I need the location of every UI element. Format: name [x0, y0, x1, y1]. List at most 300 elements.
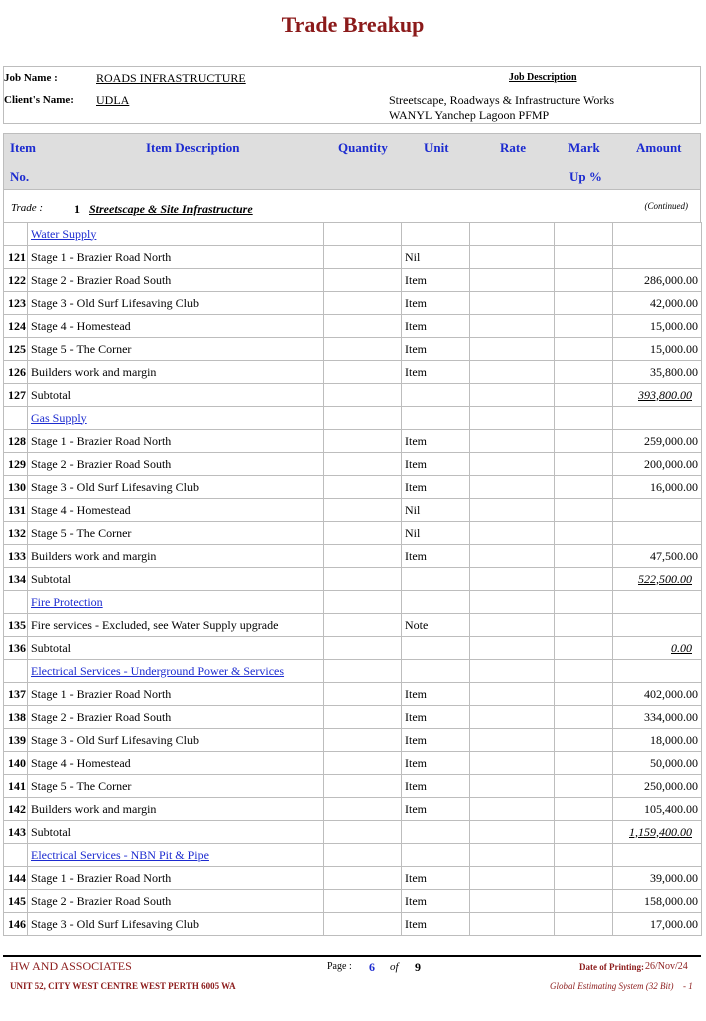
- trade-name: Streetscape & Site Infrastructure: [89, 202, 253, 216]
- item-number: [4, 637, 28, 660]
- item-markup: [555, 223, 613, 246]
- item-amount: [613, 752, 702, 775]
- item-rate: [470, 706, 555, 729]
- item-number: [4, 407, 28, 430]
- footer-total-pages: 9: [415, 960, 421, 974]
- item-description-text: Stage 1 - Brazier Road North: [31, 870, 172, 885]
- item-unit-text: Item: [405, 364, 427, 379]
- subtotal-row: [4, 568, 702, 591]
- item-unit-text: Item: [405, 870, 427, 885]
- item-amount: [613, 430, 702, 453]
- item-unit: [402, 798, 470, 821]
- item-description: [28, 407, 324, 430]
- item-amount: [613, 706, 702, 729]
- item-description-text: Builders work and margin: [31, 548, 157, 563]
- item-markup: [555, 246, 613, 269]
- job-name-label: Job Name :: [4, 72, 58, 84]
- item-rate: [470, 775, 555, 798]
- job-description-line1: Streetscape, Roadways & Infrastructure Works: [389, 93, 615, 107]
- item-unit: [402, 614, 470, 637]
- item-unit: [402, 269, 470, 292]
- item-description: [28, 223, 324, 246]
- job-description-label: Job Description: [509, 72, 577, 83]
- table-row: [4, 752, 702, 775]
- item-number-text: 139: [8, 732, 26, 747]
- item-amount: [613, 499, 702, 522]
- item-number: [4, 798, 28, 821]
- item-description-text: Stage 3 - Old Surf Lifesaving Club: [31, 732, 199, 747]
- item-markup: [555, 407, 613, 430]
- item-number: [4, 775, 28, 798]
- item-amount-text: 39,000.00: [650, 870, 698, 885]
- table-row: [4, 545, 702, 568]
- item-rate: [470, 338, 555, 361]
- item-unit-text: Item: [405, 433, 427, 448]
- item-number: [4, 453, 28, 476]
- item-number: [4, 752, 28, 775]
- item-number-text: 129: [8, 456, 26, 471]
- item-amount: [613, 453, 702, 476]
- item-description-text: Electrical Services - Underground Power & Services: [31, 663, 285, 678]
- item-amount-text: 16,000.00: [650, 479, 698, 494]
- item-number: [4, 361, 28, 384]
- item-rate: [470, 522, 555, 545]
- item-rate: [470, 545, 555, 568]
- item-quantity: [324, 246, 402, 269]
- item-number-text: 138: [8, 709, 26, 724]
- item-markup: [555, 338, 613, 361]
- client-name-label: Client's Name:: [4, 94, 74, 106]
- item-number-text: 122: [8, 272, 26, 287]
- item-markup: [555, 683, 613, 706]
- item-amount: [613, 798, 702, 821]
- item-description: [28, 430, 324, 453]
- section-row: [4, 223, 702, 246]
- item-number-text: 143: [8, 824, 26, 839]
- item-amount-text: 334,000.00: [644, 709, 698, 724]
- item-description-text: Stage 3 - Old Surf Lifesaving Club: [31, 295, 199, 310]
- header-markup: Up %: [569, 169, 602, 184]
- item-rate: [470, 637, 555, 660]
- footer-company: HW AND ASSOCIATES: [10, 959, 132, 973]
- item-unit: [402, 361, 470, 384]
- item-description: [28, 683, 324, 706]
- item-quantity: [324, 706, 402, 729]
- item-number: [4, 706, 28, 729]
- item-description: [28, 476, 324, 499]
- item-quantity: [324, 752, 402, 775]
- item-unit: [402, 522, 470, 545]
- header-rate: Rate: [500, 140, 526, 155]
- item-amount: [613, 729, 702, 752]
- item-number-text: 144: [8, 870, 26, 885]
- item-markup: [555, 292, 613, 315]
- item-quantity: [324, 499, 402, 522]
- item-description-text: Builders work and margin: [31, 801, 157, 816]
- item-description-text: Builders work and margin: [31, 364, 157, 379]
- item-number: [4, 338, 28, 361]
- item-unit-text: Item: [405, 479, 427, 494]
- item-markup: [555, 614, 613, 637]
- item-description-text: Stage 2 - Brazier Road South: [31, 272, 172, 287]
- item-amount: [613, 913, 702, 936]
- item-amount: [613, 338, 702, 361]
- item-number-text: 146: [8, 916, 26, 931]
- item-number-text: 145: [8, 893, 26, 908]
- job-info-box: [3, 66, 701, 124]
- item-number: [4, 315, 28, 338]
- item-quantity: [324, 522, 402, 545]
- item-markup: [555, 430, 613, 453]
- item-number: [4, 913, 28, 936]
- item-markup: [555, 660, 613, 683]
- item-markup: [555, 890, 613, 913]
- item-unit: [402, 315, 470, 338]
- item-amount-text: 286,000.00: [644, 272, 698, 287]
- item-unit-text: Item: [405, 755, 427, 770]
- item-unit-text: Item: [405, 341, 427, 356]
- item-unit: [402, 545, 470, 568]
- item-description-text: Water Supply: [31, 226, 97, 241]
- item-amount: [613, 591, 702, 614]
- table-row: [4, 269, 702, 292]
- item-quantity: [324, 453, 402, 476]
- item-number-text: 142: [8, 801, 26, 816]
- header-amount: Amount: [636, 140, 682, 155]
- item-description: [28, 729, 324, 752]
- item-description: [28, 867, 324, 890]
- item-description: [28, 775, 324, 798]
- item-description: [28, 660, 324, 683]
- item-unit-text: Item: [405, 686, 427, 701]
- footer-system: Global Estimating System (32 Bit): [550, 981, 674, 991]
- item-number: [4, 660, 28, 683]
- item-number: [4, 223, 28, 246]
- item-number-text: 123: [8, 295, 26, 310]
- job-name-value: ROADS INFRASTRUCTURE: [96, 71, 246, 85]
- item-rate: [470, 867, 555, 890]
- footer-of-label: of: [390, 961, 399, 973]
- item-unit-text: Nil: [405, 249, 421, 264]
- item-description-text: Fire Protection: [31, 594, 103, 609]
- item-unit: [402, 821, 470, 844]
- item-number-text: 131: [8, 502, 26, 517]
- item-description-text: Stage 2 - Brazier Road South: [31, 709, 172, 724]
- item-quantity: [324, 384, 402, 407]
- item-amount: [613, 683, 702, 706]
- item-amount: [613, 775, 702, 798]
- item-quantity: [324, 683, 402, 706]
- item-rate: [470, 499, 555, 522]
- table-row: [4, 775, 702, 798]
- footer-address: UNIT 52, CITY WEST CENTRE WEST PERTH 6005 WA: [10, 981, 236, 991]
- item-unit-text: Item: [405, 318, 427, 333]
- item-rate: [470, 568, 555, 591]
- item-quantity: [324, 614, 402, 637]
- header-item: Item: [10, 140, 36, 155]
- item-unit: [402, 499, 470, 522]
- item-number: [4, 384, 28, 407]
- item-description-text: Stage 5 - The Corner: [31, 525, 132, 540]
- item-markup: [555, 545, 613, 568]
- item-number-text: 132: [8, 525, 26, 540]
- job-description-line2: WANYL Yanchep Lagoon PFMP: [389, 108, 550, 122]
- subtotal-row: [4, 637, 702, 660]
- item-number-text: 135: [8, 617, 26, 632]
- table-row: [4, 292, 702, 315]
- item-rate: [470, 269, 555, 292]
- item-unit: [402, 637, 470, 660]
- item-amount-text: 393,800.00: [638, 387, 692, 402]
- item-quantity: [324, 292, 402, 315]
- item-amount-text: 15,000.00: [650, 341, 698, 356]
- section-row: [4, 660, 702, 683]
- trade-continued: (Continued): [644, 201, 688, 211]
- item-unit: [402, 729, 470, 752]
- item-markup: [555, 637, 613, 660]
- header-unit: Unit: [424, 140, 449, 155]
- item-unit: [402, 407, 470, 430]
- item-number: [4, 729, 28, 752]
- item-number: [4, 683, 28, 706]
- item-description-text: Stage 1 - Brazier Road North: [31, 686, 172, 701]
- item-rate: [470, 430, 555, 453]
- item-description-text: Subtotal: [31, 824, 72, 839]
- item-rate: [470, 890, 555, 913]
- item-number: [4, 430, 28, 453]
- item-amount: [613, 292, 702, 315]
- table-row: [4, 706, 702, 729]
- item-number-text: 130: [8, 479, 26, 494]
- item-markup: [555, 499, 613, 522]
- item-markup: [555, 775, 613, 798]
- item-unit: [402, 752, 470, 775]
- item-description: [28, 591, 324, 614]
- item-number-text: 127: [8, 387, 26, 402]
- item-number: [4, 246, 28, 269]
- item-unit: [402, 453, 470, 476]
- item-number-text: 141: [8, 778, 26, 793]
- item-amount-text: 158,000.00: [644, 893, 698, 908]
- table-row: [4, 453, 702, 476]
- item-quantity: [324, 798, 402, 821]
- table-header: [3, 133, 701, 190]
- item-unit-text: Item: [405, 295, 427, 310]
- item-markup: [555, 361, 613, 384]
- item-quantity: [324, 269, 402, 292]
- header-no: No.: [10, 169, 30, 184]
- item-description-text: Stage 5 - The Corner: [31, 341, 132, 356]
- item-description: [28, 545, 324, 568]
- item-amount: [613, 660, 702, 683]
- item-description: [28, 614, 324, 637]
- item-unit-text: Item: [405, 916, 427, 931]
- item-amount-text: 50,000.00: [650, 755, 698, 770]
- item-amount: [613, 522, 702, 545]
- item-number-text: 134: [8, 571, 26, 586]
- item-description: [28, 384, 324, 407]
- item-amount: [613, 890, 702, 913]
- page-title: Trade Breakup: [281, 12, 425, 37]
- table-row: [4, 430, 702, 453]
- item-rate: [470, 361, 555, 384]
- item-number: [4, 292, 28, 315]
- item-number: [4, 476, 28, 499]
- item-quantity: [324, 729, 402, 752]
- item-amount-text: 18,000.00: [650, 732, 698, 747]
- trade-label: Trade :: [11, 202, 44, 214]
- items-table: [3, 222, 702, 936]
- item-markup: [555, 522, 613, 545]
- item-rate: [470, 407, 555, 430]
- table-row: [4, 476, 702, 499]
- footer-date-label: Date of Printing:: [579, 962, 644, 972]
- section-row: [4, 844, 702, 867]
- item-unit: [402, 384, 470, 407]
- item-amount-text: 105,400.00: [644, 801, 698, 816]
- item-markup: [555, 384, 613, 407]
- item-amount-text: 402,000.00: [644, 686, 698, 701]
- item-description-text: Stage 2 - Brazier Road South: [31, 456, 172, 471]
- item-description-text: Fire services - Excluded, see Water Supply upgrade: [31, 617, 279, 632]
- item-markup: [555, 591, 613, 614]
- item-description-text: Stage 2 - Brazier Road South: [31, 893, 172, 908]
- item-unit-text: Item: [405, 893, 427, 908]
- item-number: [4, 844, 28, 867]
- table-row: [4, 913, 702, 936]
- subtotal-row: [4, 384, 702, 407]
- item-description-text: Gas Supply: [31, 410, 87, 425]
- item-quantity: [324, 591, 402, 614]
- footer-divider: [3, 955, 701, 957]
- item-quantity: [324, 315, 402, 338]
- item-quantity: [324, 775, 402, 798]
- item-markup: [555, 821, 613, 844]
- table-row: [4, 338, 702, 361]
- item-rate: [470, 292, 555, 315]
- item-description-text: Stage 4 - Homestead: [31, 318, 131, 333]
- item-description: [28, 637, 324, 660]
- item-rate: [470, 384, 555, 407]
- item-quantity: [324, 361, 402, 384]
- item-amount-text: 42,000.00: [650, 295, 698, 310]
- item-description: [28, 315, 324, 338]
- item-description-text: Electrical Services - NBN Pit & Pipe: [31, 847, 209, 862]
- item-number: [4, 821, 28, 844]
- header-quantity: Quantity: [338, 140, 388, 155]
- footer-page-label: Page :: [327, 961, 352, 972]
- item-markup: [555, 867, 613, 890]
- table-row: [4, 729, 702, 752]
- item-unit: [402, 683, 470, 706]
- item-number-text: 128: [8, 433, 26, 448]
- item-unit-text: Item: [405, 801, 427, 816]
- item-unit-text: Item: [405, 778, 427, 793]
- item-description: [28, 453, 324, 476]
- item-markup: [555, 798, 613, 821]
- item-number: [4, 522, 28, 545]
- footer-system-page: - 1: [683, 981, 693, 991]
- item-amount: [613, 223, 702, 246]
- item-description: [28, 361, 324, 384]
- item-description: [28, 568, 324, 591]
- item-unit-text: Item: [405, 732, 427, 747]
- item-unit: [402, 890, 470, 913]
- item-amount: [613, 545, 702, 568]
- item-markup: [555, 568, 613, 591]
- item-quantity: [324, 890, 402, 913]
- item-description: [28, 338, 324, 361]
- item-amount-text: 1,159,400.00: [629, 824, 692, 839]
- item-description: [28, 752, 324, 775]
- section-row: [4, 591, 702, 614]
- item-description: [28, 246, 324, 269]
- item-description: [28, 292, 324, 315]
- item-amount: [613, 407, 702, 430]
- item-amount-text: 17,000.00: [650, 916, 698, 931]
- item-amount-text: 522,500.00: [638, 571, 692, 586]
- item-amount-text: 250,000.00: [644, 778, 698, 793]
- item-number: [4, 568, 28, 591]
- item-description: [28, 706, 324, 729]
- item-number: [4, 545, 28, 568]
- item-unit: [402, 867, 470, 890]
- item-number: [4, 499, 28, 522]
- item-description-text: Stage 5 - The Corner: [31, 778, 132, 793]
- subtotal-row: [4, 821, 702, 844]
- item-number-text: 133: [8, 548, 26, 563]
- item-amount: [613, 315, 702, 338]
- item-amount-text: 259,000.00: [644, 433, 698, 448]
- item-description-text: Subtotal: [31, 571, 72, 586]
- item-number: [4, 269, 28, 292]
- item-unit-text: Item: [405, 456, 427, 471]
- trade-number: 1: [74, 202, 80, 216]
- item-amount: [613, 476, 702, 499]
- item-quantity: [324, 660, 402, 683]
- item-rate: [470, 729, 555, 752]
- item-amount-text: 0.00: [671, 640, 692, 655]
- item-rate: [470, 591, 555, 614]
- item-unit-text: Note: [405, 617, 429, 632]
- item-quantity: [324, 844, 402, 867]
- item-rate: [470, 913, 555, 936]
- item-amount: [613, 867, 702, 890]
- item-rate: [470, 315, 555, 338]
- section-row: [4, 407, 702, 430]
- table-row: [4, 867, 702, 890]
- item-description-text: Subtotal: [31, 387, 72, 402]
- item-description-text: Stage 4 - Homestead: [31, 755, 131, 770]
- item-markup: [555, 844, 613, 867]
- item-unit: [402, 430, 470, 453]
- item-number-text: 137: [8, 686, 26, 701]
- item-rate: [470, 683, 555, 706]
- table-row: [4, 614, 702, 637]
- item-amount: [613, 246, 702, 269]
- item-description: [28, 844, 324, 867]
- table-row: [4, 798, 702, 821]
- item-rate: [470, 476, 555, 499]
- header-mark: Mark: [568, 140, 600, 155]
- item-unit: [402, 591, 470, 614]
- item-description-text: Subtotal: [31, 640, 72, 655]
- item-number-text: 140: [8, 755, 26, 770]
- item-markup: [555, 706, 613, 729]
- item-rate: [470, 798, 555, 821]
- item-rate: [470, 821, 555, 844]
- item-unit: [402, 246, 470, 269]
